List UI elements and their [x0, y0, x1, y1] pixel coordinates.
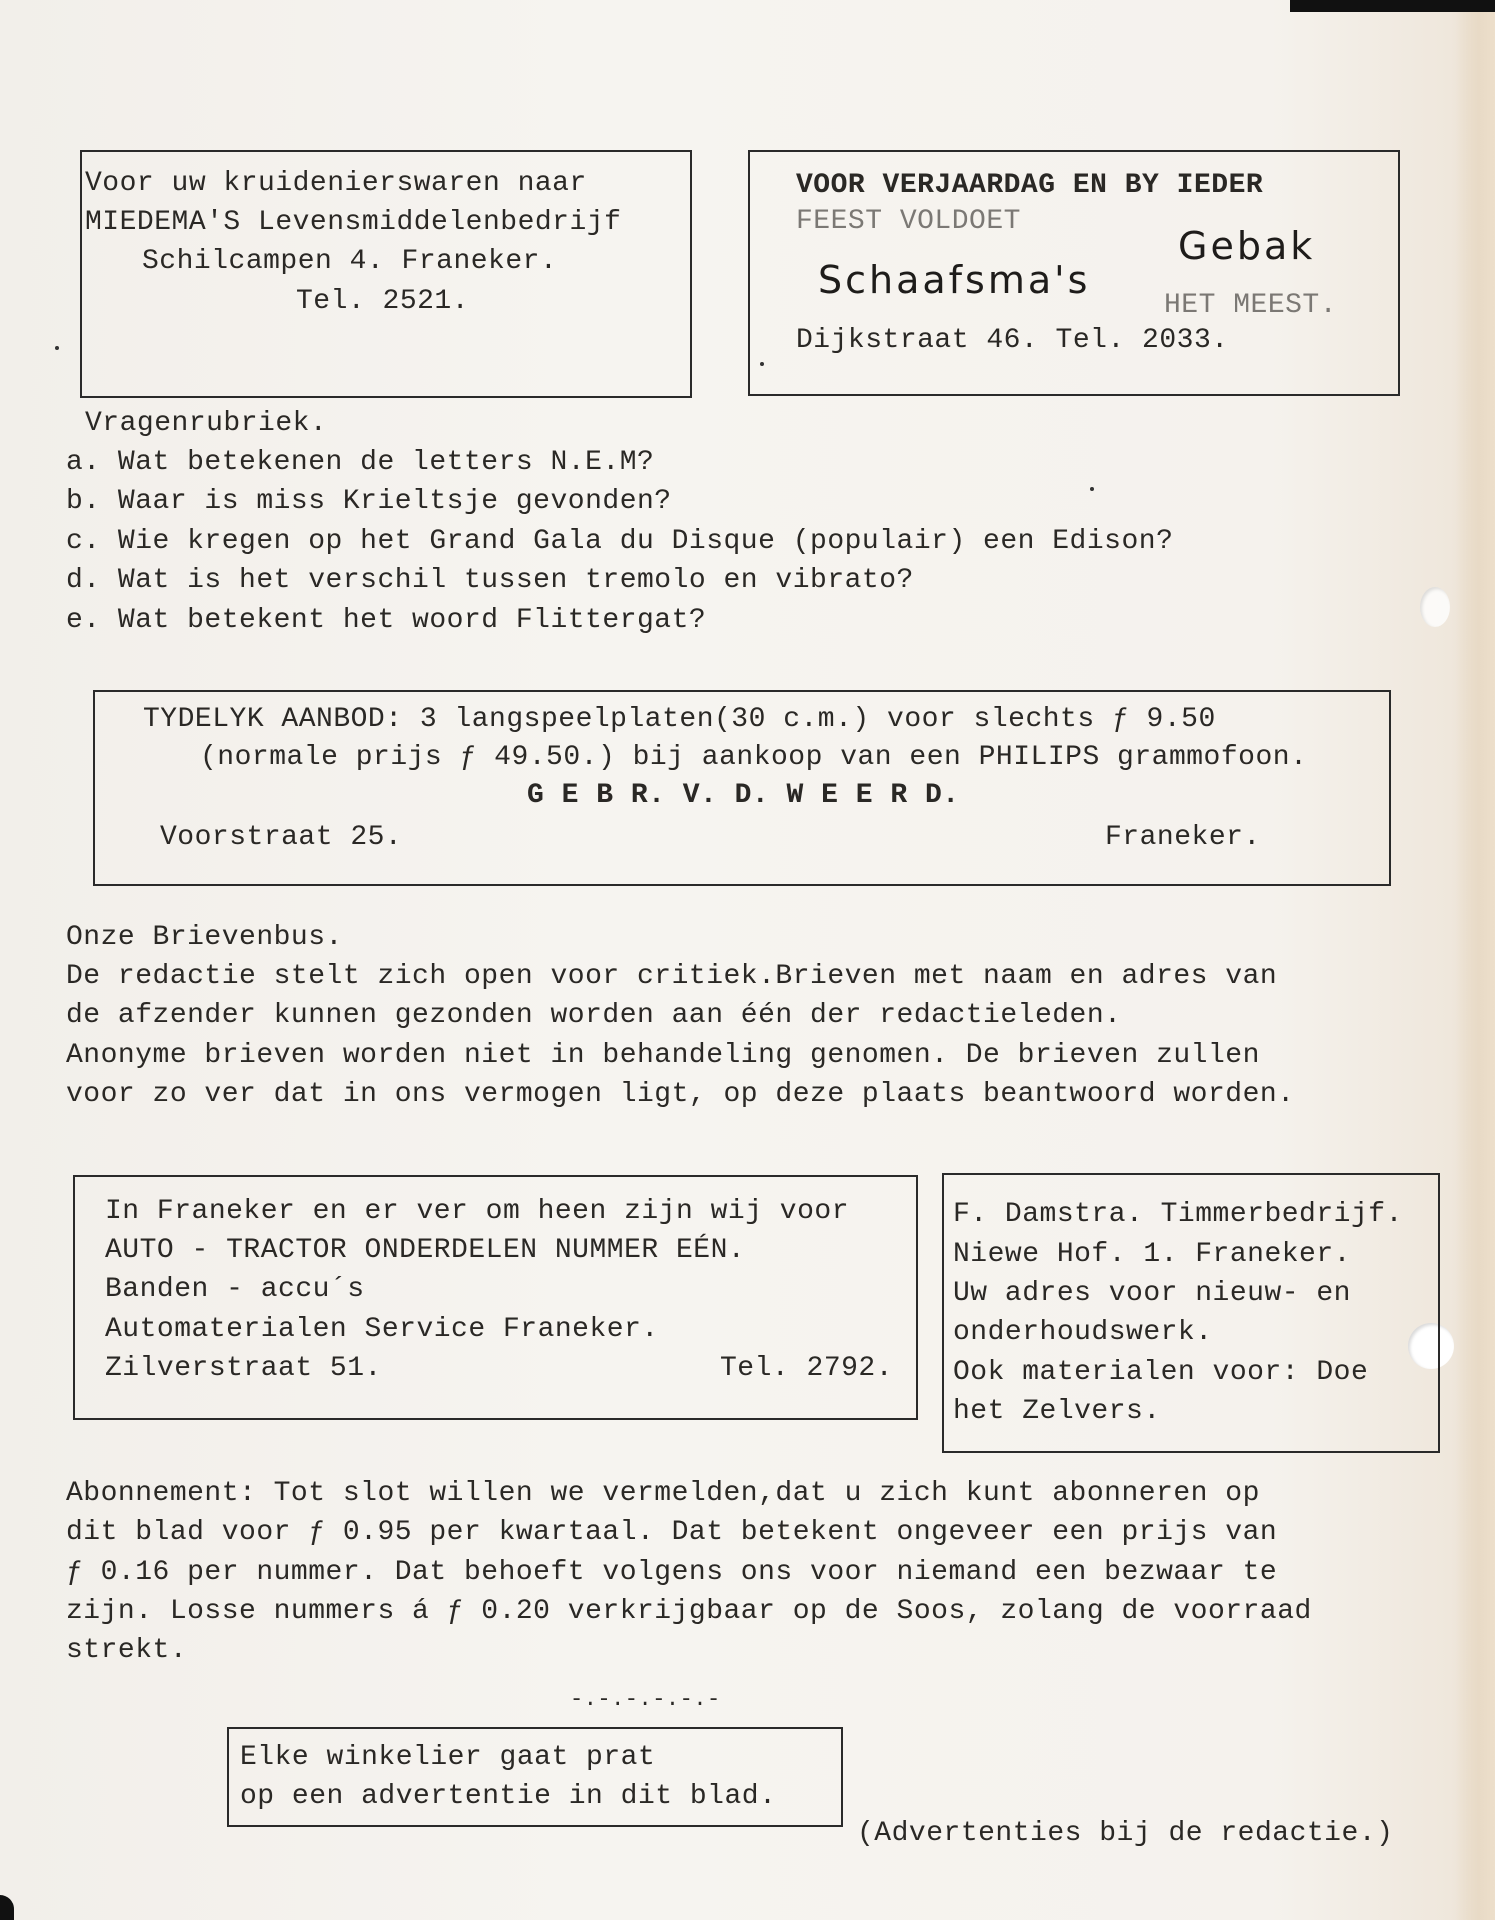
subscription-line: dit blad voor ƒ 0.95 per kwartaal. Dat betekent ongeveer een prijs van — [66, 1517, 1278, 1548]
mailbox-line: Anonyme brieven worden niet in behandeling genomen. De brieven zullen — [66, 1040, 1260, 1071]
question-item: a. Wat betekenen de letters N.E.M? — [66, 447, 655, 478]
subscription-line: Abonnement: Tot slot willen we vermelden,dat u zich kunt abonneren op — [66, 1478, 1260, 1509]
ad-schaafsma-line3: HET MEEST. — [1164, 290, 1338, 321]
question-item: b. Waar is miss Krieltsje gevonden? — [66, 486, 672, 517]
speck — [1090, 487, 1094, 491]
ad-auto-line: Automaterialen Service Franeker. — [105, 1314, 659, 1345]
ad-weerd-city: Franeker. — [1105, 822, 1261, 853]
ad-miedema-line: Voor uw kruidenierswaren naar — [85, 168, 587, 199]
ad-weerd-address: Voorstraat 25. — [160, 822, 403, 853]
question-item: d. Wat is het verschil tussen tremolo en vibrato? — [66, 565, 914, 596]
mailbox-line: De redactie stelt zich open voor critiek.Brieven met naam en adres van — [66, 961, 1278, 992]
ad-damstra-line: onderhoudswerk. — [953, 1317, 1213, 1348]
ad-miedema-line: MIEDEMA'S Levensmiddelenbedrijf — [85, 207, 622, 238]
ad-weerd-line1: TYDELYK AANBOD: 3 langspeelplaten(30 c.m.) voor slechts ƒ 9.50 — [143, 704, 1216, 735]
ad-damstra-line: F. Damstra. Timmerbedrijf. — [953, 1199, 1403, 1230]
ad-auto-line: Banden - accu´s — [105, 1274, 365, 1305]
ad-promo-line: Elke winkelier gaat prat — [240, 1742, 656, 1773]
section-divider: -.-.-.-.-.- — [570, 1687, 721, 1712]
mailbox-line: voor zo ver dat in ons vermogen ligt, op deze plaats beantwoord worden. — [66, 1079, 1295, 1110]
ad-damstra-line: Uw adres voor nieuw- en — [953, 1278, 1351, 1309]
ad-damstra-line: het Zelvers. — [953, 1396, 1161, 1427]
speck — [760, 362, 764, 366]
footer-note: (Advertenties bij de redactie.) — [857, 1818, 1394, 1849]
ad-auto-line: AUTO - TRACTOR ONDERDELEN NUMMER EÉN. — [105, 1235, 746, 1266]
ad-miedema-address: Schilcampen 4. Franeker. — [142, 246, 558, 277]
subscription-line: strekt. — [66, 1635, 188, 1666]
ad-auto-line: In Franeker en er ver om heen zijn wij voor — [105, 1196, 850, 1227]
ad-miedema-phone: Tel. 2521. — [296, 286, 470, 317]
punch-hole — [1420, 587, 1450, 627]
scan-border — [1290, 0, 1495, 12]
ad-schaafsma-address: Dijkstraat 46. Tel. 2033. — [796, 325, 1229, 356]
ad-weerd-line2: (normale prijs ƒ 49.50.) bij aankoop van een PHILIPS grammofoon. — [200, 742, 1308, 773]
speck — [55, 346, 59, 350]
ad-auto-address: Zilverstraat 51. — [105, 1353, 382, 1384]
page-edge-shadow — [1455, 0, 1495, 1920]
ad-weerd-company: G E B R. V. D. W E E R D. — [527, 780, 960, 811]
ad-schaafsma-line1: VOOR VERJAARDAG EN BY IEDER — [796, 170, 1264, 201]
questions-heading: Vragenrubriek. — [85, 408, 328, 439]
question-item: e. Wat betekent het woord Flittergat? — [66, 605, 707, 636]
subscription-line: zijn. Losse nummers á ƒ 0.20 verkrijgbaar op de Soos, zolang de voorraad — [66, 1596, 1312, 1627]
ad-damstra-line: Niewe Hof. 1. Franeker. — [953, 1239, 1351, 1270]
mailbox-line: de afzender kunnen gezonden worden aan één der redactieleden. — [66, 1000, 1122, 1031]
handwritten-product: Gebak — [1178, 224, 1316, 268]
ad-promo-line: op een advertentie in dit blad. — [240, 1781, 777, 1812]
ad-damstra-line: Ook materialen voor: Doe — [953, 1357, 1369, 1388]
subscription-line: ƒ 0.16 per nummer. Dat behoeft volgens ons voor niemand een bezwaar te — [66, 1557, 1278, 1588]
handwritten-name: Schaafsma's — [818, 258, 1091, 302]
ad-auto-phone: Tel. 2792. — [720, 1353, 894, 1384]
mailbox-heading: Onze Brievenbus. — [66, 922, 343, 953]
ad-schaafsma-line2: FEEST VOLDOET — [796, 206, 1021, 237]
question-item: c. Wie kregen op het Grand Gala du Disque (populair) een Edison? — [66, 526, 1174, 557]
